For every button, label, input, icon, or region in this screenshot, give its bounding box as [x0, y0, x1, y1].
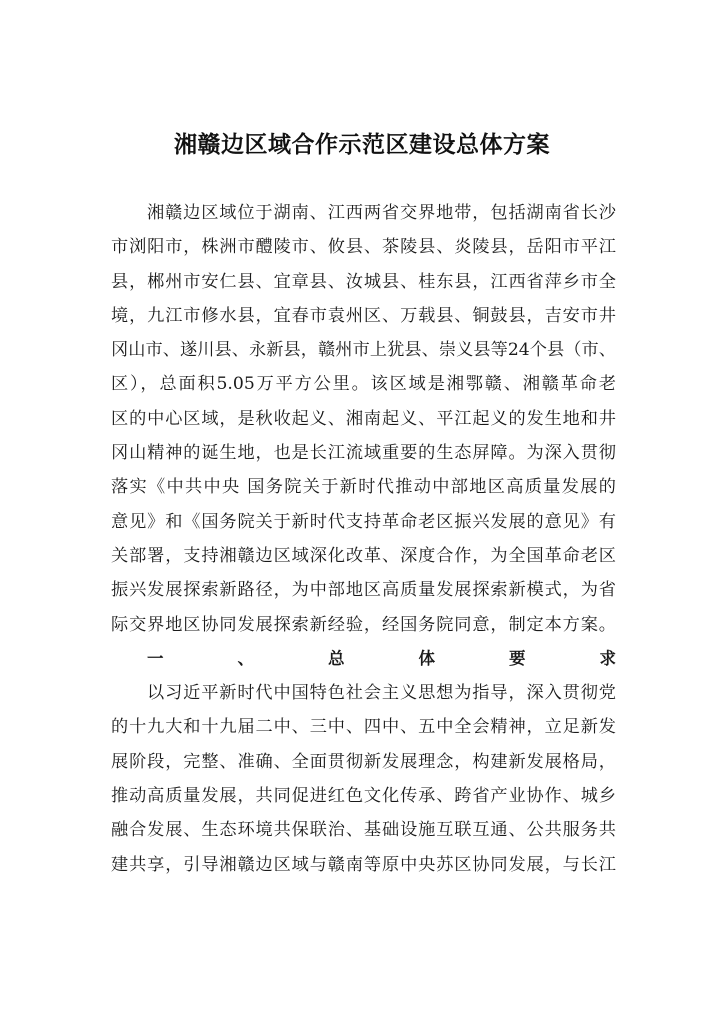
intro-line: 冈山市、遂川县、永新县，赣州市上犹县、崇义县等24个县（市、: [111, 340, 616, 361]
intro-line: 意见》和《国务院关于新时代支持革命老区振兴发展的意见》有: [111, 511, 616, 532]
intro-line: 际交界地区协同发展探索新经验，经国务院同意，制定本方案。: [111, 614, 616, 635]
intro-line: 冈山精神的诞生地，也是长江流域重要的生态屏障。为深入贯彻: [111, 443, 616, 464]
section-line: 推动高质量发展，共同促进红色文化传承、跨省产业协作、城乡: [111, 786, 616, 807]
section-heading: 一、总体要求: [147, 648, 616, 668]
intro-line: 区的中心区域，是秋收起义、湘南起义、平江起义的发生地和井: [111, 408, 616, 429]
section-line: 以习近平新时代中国特色社会主义思想为指导，深入贯彻党: [147, 683, 616, 704]
intro-line: 振兴发展探索新路径，为中部地区高质量发展探索新模式，为省: [111, 580, 616, 601]
intro-line: 湘赣边区域位于湖南、江西两省交界地带，包括湖南省长沙: [147, 203, 616, 223]
document-body: [111, 196, 616, 882]
section-line: 建共享，引导湘赣边区域与赣南等原中央苏区协同发展，与长江: [111, 854, 616, 875]
section-line: 展阶段，完整、准确、全面贯彻新发展理念，构建新发展格局，: [111, 751, 616, 772]
intro-line: 市浏阳市，株洲市醴陵市、攸县、茶陵县、炎陵县，岳阳市平江: [111, 237, 616, 258]
intro-line: 境，九江市修水县，宜春市袁州区、万载县、铜鼓县，吉安市井: [111, 305, 616, 326]
intro-line: 区），总面积5.05万平方公里。该区域是湘鄂赣、湘赣革命老: [111, 374, 616, 395]
intro-line: 关部署，支持湘赣边区域深化改革、深度合作，为全国革命老区: [111, 545, 616, 566]
document-title: 湘赣边区域合作示范区建设总体方案: [174, 131, 550, 158]
intro-line: 落实《中共中央 国务院关于新时代推动中部地区高质量发展的: [111, 477, 616, 498]
section-line: 融合发展、生态环境共保联治、基础设施互联互通、公共服务共: [111, 820, 616, 841]
intro-line: 县，郴州市安仁县、宜章县、汝城县、桂东县，江西省萍乡市全: [111, 271, 616, 292]
section-line: 的十九大和十九届二中、三中、四中、五中全会精神，立足新发: [111, 717, 616, 738]
